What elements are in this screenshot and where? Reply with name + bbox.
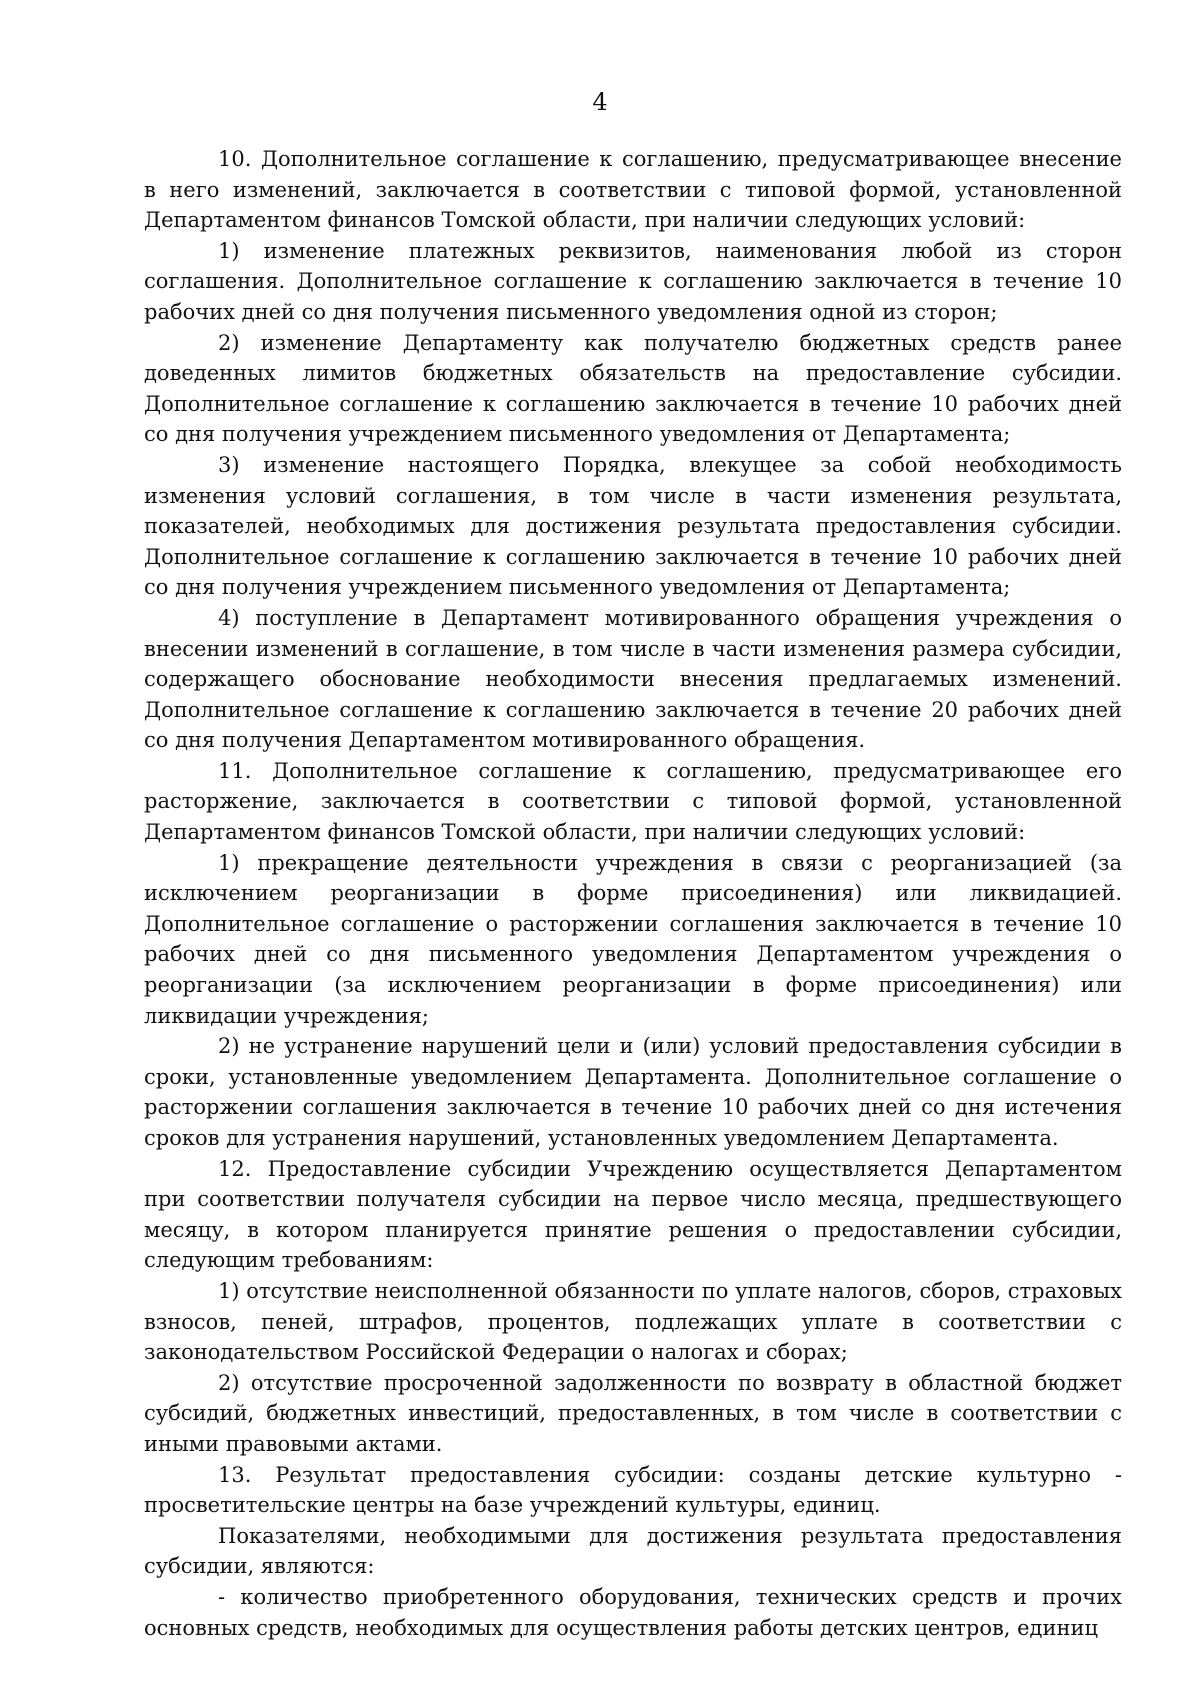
paragraph-11-item-1: 1) прекращение деятельности учреждения в связи с реорганизацией (за исключением реорганизации в форме присоединения) или ликвидацией. Дополнительное соглашение о расторжении соглашения заключается в течение 10 рабочих дней со дня письменного уведомления Департаментом учреждения о реорганизации (за исключением реорганизации в форме присоединения) или ликвидации учреждения; [144,850,1122,1028]
paragraph-12-item-1: 1) отсутствие неисполненной обязанности по уплате налогов, сборов, страховых взносов, пеней, штрафов, процентов, подлежащих уплате в соответствии с законодательством Российской Федерации о налогах и сборах; [144,1278,1122,1365]
paragraph-indicators: Показателями, необходимыми для достижения результата предоставления субсидии, являются: [144,1523,1122,1579]
paragraph-indicator-item: - количество приобретенного оборудования, технических средств и прочих основных средств, необходимых для осуществления работы детских центров, единиц [144,1584,1122,1640]
paragraph-13: 13. Результат предоставления субсидии: созданы детские культурно - просветительские центры на базе учреждений культуры, единиц. [144,1462,1122,1518]
paragraph-11-item-2: 2) не устранение нарушений цели и (или) условий предоставления субсидии в сроки, установленные уведомлением Департамента. Дополнительное соглашение о расторжении соглашения заключается в течение 10 рабочих дней со дня истечения сроков для устранения нарушений, установленных уведомлением Департамента. [144,1034,1122,1150]
document-body [144,144,1122,1643]
paragraph-12-item-2: 2) отсутствие просроченной задолженности по возврату в областной бюджет субсидий, бюджетных инвестиций, предоставленных, в том числе в соответствии с иными правовыми актами. [144,1370,1122,1456]
paragraph-10: 10. Дополнительное соглашение к соглашению, предусматривающее внесение в него изменений, заключается в соответствии с типовой формой, установленной Департаментом финансов Томской области, при наличии следующих условий: [144,147,1122,233]
paragraph-12: 12. Предоставление субсидии Учреждению осуществляется Департаментом при соответствии получателя субсидии на первое число месяца, предшествующего месяцу, в котором планируется принятие решения о предоставлении субсидии, следующим требованиям: [144,1156,1122,1273]
page-number: 4 [592,88,608,116]
paragraph-11: 11. Дополнительное соглашение к соглашению, предусматривающее его расторжение, заключается в соответствии с типовой формой, установленной Департаментом финансов Томской области, при наличии следующих условий: [144,758,1122,845]
paragraph-10-item-3: 3) изменение настоящего Порядка, влекущее за собой необходимость изменения условий соглашения, в том числе в части изменения результата, показателей, необходимых для достижения результата предоставления субсидии. Дополнительное соглашение к соглашению заключается в течение 10 рабочих дней со дня получения учреждением письменного уведомления от Департамента; [144,452,1122,600]
paragraph-10-item-1: 1) изменение платежных реквизитов, наименования любой из сторон соглашения. Дополнительное соглашение к соглашению заключается в течение 10 рабочих дней со дня получения письменного уведомления одной из сторон; [144,238,1122,324]
paragraph-10-item-4: 4) поступление в Департамент мотивированного обращения учреждения о внесении изменений в соглашение, в том числе в части изменения размера субсидии, содержащего обоснование необходимости внесения предлагаемых изменений. Дополнительное соглашение к соглашению заключается в течение 20 рабочих дней со дня получения Департаментом мотивированного обращения. [144,605,1122,753]
paragraph-10-item-2: 2) изменение Департаменту как получателю бюджетных средств ранее доведенных лимитов бюджетных обязательств на предоставление субсидии. Дополнительное соглашение к соглашению заключается в течение 10 рабочих дней со дня получения учреждением письменного уведомления от Департамента; [144,330,1122,447]
